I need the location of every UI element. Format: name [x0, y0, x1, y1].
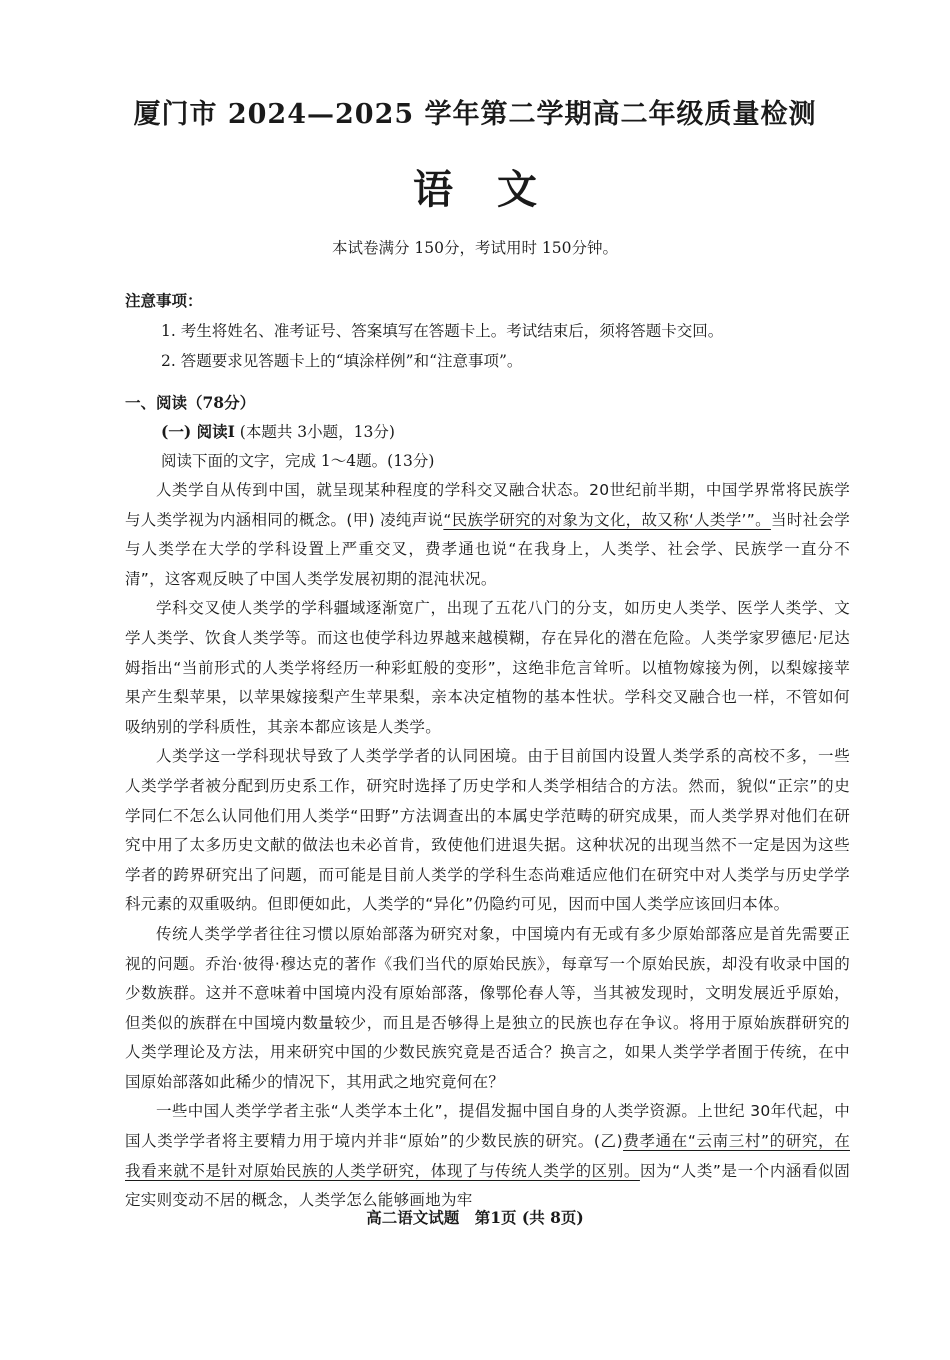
paragraph-text: 因为“人类”是一个内涵看似固定实则变动不居的概念，人类学怎么能够画地为牢	[125, 1161, 850, 1210]
reading-section	[125, 388, 850, 1216]
exam-title: 厦门市 2024—2025 学年第二学期高二年级质量检测	[133, 99, 817, 130]
underlined-sentence-jia: “民族学研究的对象为文化，故又称‘人类学’”。	[443, 510, 771, 529]
paragraph-text: 当时社会学与人类学在大学的学科设置上严重交叉，费孝通也说“在我身上，人类学、社会学、民族学一直分不清”，这客观反映了中国人类学发展初期的混沌状况。	[125, 510, 850, 588]
notice-block	[125, 286, 845, 376]
subsection-label: (一) 阅读Ⅰ	[161, 422, 235, 441]
notice-heading: 注意事项：	[125, 291, 203, 310]
subject-title: 语文	[413, 166, 581, 213]
section-title: 一、阅读（78分）	[125, 393, 256, 412]
reading-instruction: 阅读下面的文字，完成 1～4题。(13分)	[161, 452, 435, 470]
paragraph-2: 学科交叉使人类学的学科疆域逐渐宽广，出现了五花八门的分支，如历史人类学、医学人类学、文学人类学、饮食人类学等。而这也使学科边界越来越模糊，存在异化的潜在危险。人类学家罗德尼·尼达姆指出“当前形式的人类学将经历一种彩虹般的变形”，这绝非危言耸听。以植物嫁接为例，以梨嫁接苹果产生梨苹果，以苹果嫁接梨产生苹果梨，亲本决定植物的基本性状。学科交叉融合也一样，不管如何吸纳别的学科质性，其亲本都应该是人类学。	[125, 599, 850, 736]
paragraph-5	[125, 1097, 850, 1215]
page-footer: 高二语文试题 第1页 (共 8页)	[366, 1208, 584, 1227]
underlined-sentence-yi: 费孝通在“云南三村”的研究，在我看来就不是针对原始民族的人类学研究，体现了与传统人类学的区别。	[125, 1132, 850, 1180]
subsection-detail: (本题共 3小题，13分)	[239, 423, 395, 441]
paragraph-text: 人类学自从传到中国，就呈现某种程度的学科交叉融合状态。20世纪前半期，中国学界常将民族学与人类学视为内涵相同的概念。(甲) 凌纯声说	[125, 481, 850, 529]
paragraph-text: 一些中国人类学学者主张“人类学本土化”，提倡发掘中国自身的人类学资源。上世纪 30年代起，中国人类学学者将主要精力用于境内并非“原始”的少数民族的研究。(乙)	[125, 1102, 850, 1151]
passage	[125, 476, 850, 1216]
paragraph-1	[125, 476, 850, 594]
notice-item: 1. 考生将姓名、准考证号、答案填写在答题卡上。考试结束后，须将答题卡交回。	[161, 322, 724, 340]
exam-info: 本试卷满分 150分，考试用时 150分钟。	[331, 239, 619, 257]
notice-item: 2. 答题要求见答题卡上的“填涂样例”和“注意事项”。	[161, 352, 523, 370]
paragraph-4: 传统人类学学者往往习惯以原始部落为研究对象，中国境内有无或有多少原始部落应是首先需要正视的问题。乔治·彼得·穆达克的著作《我们当代的原始民族》，每章写一个原始民族，却没有收录中国的少数族群。这并不意味着中国境内没有原始部落，像鄂伦春人等，当其被发现时，文明发展近乎原始，但类似的族群在中国境内数量较少，而且是否够得上是独立的民族也存在争议。将用于原始族群研究的人类学理论及方法，用来研究中国的少数民族究竟是否适合？换言之，如果人类学学者囿于传统，在中国原始部落如此稀少的情况下，其用武之地究竟何在？	[125, 924, 850, 1091]
subsection-title	[125, 417, 850, 447]
paragraph-3: 人类学这一学科现状导致了人类学学者的认同困境。由于目前国内设置人类学系的高校不多，一些人类学学者被分配到历史系工作，研究时选择了历史学和人类学相结合的方法。然而，貌似“正宗”的史学同仁不怎么认同他们用人类学“田野”方法调查出的本属史学范畴的研究成果，而人类学界对他们在研究中用了太多历史文献的做法也未必首肯，致使他们进退失据。这种状况的出现当然不一定是因为这些学者的跨界研究出了问题，而可能是目前人类学的学科生态尚难适应他们在研究中对人类学与历史学学科元素的双重吸纳。但即便如此，人类学的“异化”仍隐约可见，因而中国人类学应该回归本体。	[125, 747, 850, 914]
